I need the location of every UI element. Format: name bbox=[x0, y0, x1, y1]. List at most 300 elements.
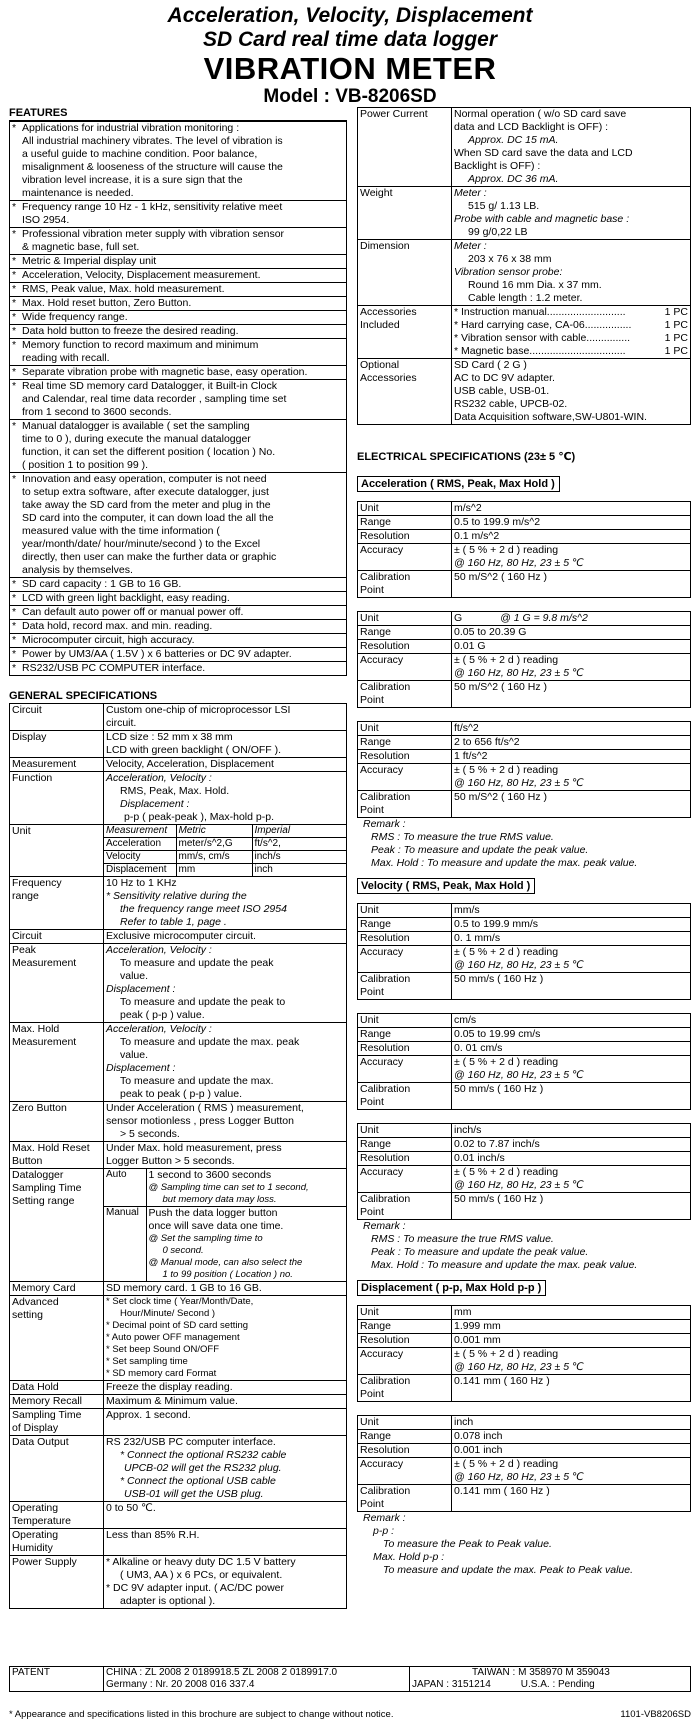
calibration-value: 50 mm/s ( 160 Hz ) bbox=[454, 973, 544, 985]
accessory-qty: 1 PC bbox=[664, 332, 688, 344]
spec-row bbox=[358, 973, 691, 1000]
cell-line: LCD size : 52 mm x 38 mm bbox=[106, 731, 233, 743]
spec-label: Unit bbox=[10, 825, 104, 877]
spec-label bbox=[10, 877, 104, 930]
feature-item bbox=[10, 269, 347, 283]
spec-row bbox=[358, 1138, 691, 1152]
spec-label bbox=[358, 973, 452, 1000]
spec-value bbox=[104, 1142, 347, 1169]
spec-label bbox=[358, 946, 452, 973]
feature-item bbox=[10, 339, 347, 366]
spec-row bbox=[358, 904, 691, 918]
logger-auto-label: Auto bbox=[104, 1169, 146, 1207]
unit-value: mm bbox=[454, 1306, 472, 1318]
cell-line: Data Acquisition software,SW-U801-WIN. bbox=[454, 411, 647, 423]
feature-cell bbox=[10, 339, 347, 366]
spec-label bbox=[358, 1306, 452, 1320]
spec-value bbox=[452, 918, 691, 932]
spec-label bbox=[358, 1348, 452, 1375]
unit-cell: mm bbox=[176, 864, 252, 877]
unit-header: Measurement bbox=[104, 825, 176, 838]
spec-row-memory-recall bbox=[10, 1395, 347, 1409]
spec-row-function bbox=[10, 772, 347, 825]
header-title: VIBRATION METER bbox=[203, 51, 497, 86]
spec-row bbox=[358, 544, 691, 571]
zero-line: > 5 seconds. bbox=[120, 1128, 180, 1140]
spec-row bbox=[358, 640, 691, 654]
spec-label bbox=[10, 1023, 104, 1102]
label-line: Calibration bbox=[360, 571, 411, 583]
spec-row bbox=[358, 1306, 691, 1320]
patent-japan-text: JAPAN : 3151214 bbox=[412, 1679, 491, 1690]
label-line: Point bbox=[360, 986, 384, 998]
calibration-value: 0.141 mm ( 160 Hz ) bbox=[454, 1375, 550, 1387]
label-line: Point bbox=[360, 584, 384, 596]
feature-item bbox=[10, 473, 347, 578]
spec-label bbox=[358, 1014, 452, 1028]
label-line: Calibration bbox=[360, 1375, 411, 1387]
patent-china-text: CHINA : ZL 2008 2 0189918.5 ZL 2008 2 0189917.0 bbox=[106, 1667, 338, 1678]
displacement-remark bbox=[357, 1512, 691, 1577]
spec-row-circuit2 bbox=[10, 930, 347, 944]
dataout-line: RS 232/USB PC computer interface. bbox=[106, 1436, 276, 1448]
feature-line: Metric & Imperial display unit bbox=[22, 255, 157, 267]
feature-item bbox=[10, 366, 347, 380]
spec-row bbox=[358, 1124, 691, 1138]
feature-line: RS232/USB PC COMPUTER interface. bbox=[22, 662, 206, 674]
adv-line: Hour/Minute/ Second ) bbox=[120, 1308, 216, 1319]
spec-value bbox=[452, 1458, 691, 1485]
cell-line: circuit. bbox=[106, 717, 137, 729]
feature-cell bbox=[10, 283, 347, 297]
accuracy-condition: @ 160 Hz, 80 Hz, 23 ± 5 ℃ bbox=[454, 1179, 584, 1191]
patent-usa-text: U.S.A. : Pending bbox=[520, 1679, 595, 1690]
function-accel-label: Acceleration, Velocity : bbox=[106, 772, 212, 784]
feature-line: year/month/date/ hour/minute/second ) to the Excel bbox=[22, 538, 261, 550]
accuracy-condition: @ 160 Hz, 80 Hz, 23 ± 5 ℃ bbox=[454, 777, 584, 789]
spec-label bbox=[358, 1028, 452, 1042]
cell-line: Setting range bbox=[12, 1195, 75, 1207]
spec-value: Velocity, Acceleration, Displacement bbox=[104, 758, 347, 772]
unit-cell: inch bbox=[252, 864, 346, 877]
spec-row-maxhold bbox=[10, 1023, 347, 1102]
dim-line: Meter : bbox=[454, 240, 487, 252]
accuracy-value: ± ( 5 % + 2 d ) reading bbox=[454, 1458, 559, 1470]
spec-value: Less than 85% R.H. bbox=[104, 1529, 347, 1556]
spec-row-sampling bbox=[10, 1409, 347, 1436]
patent-table bbox=[9, 1666, 691, 1692]
feature-line: Power by UM3/AA ( 1.5V ) x 6 batteries or DC 9V adapter. bbox=[22, 648, 292, 660]
spec-label bbox=[358, 1458, 452, 1485]
label-line: Accuracy bbox=[360, 544, 404, 556]
spec-row-operating-temp bbox=[10, 1502, 347, 1529]
cell-line: Measurement bbox=[12, 1036, 77, 1048]
feature-line: time to 0 ), during execute the manual datalogger bbox=[22, 433, 251, 445]
label-line: Resolution bbox=[360, 1334, 410, 1346]
feature-cell bbox=[10, 228, 347, 255]
spec-value bbox=[104, 1436, 347, 1502]
resolution-value: 0.001 inch bbox=[454, 1444, 503, 1456]
cell-line: Operating bbox=[12, 1529, 59, 1541]
dataout-line: USB-01 will get the USB plug. bbox=[124, 1488, 264, 1500]
spec-value bbox=[452, 1375, 691, 1402]
spec-value bbox=[452, 654, 691, 681]
weight-line: Probe with cable and magnetic base : bbox=[454, 213, 630, 225]
spec-value bbox=[104, 944, 347, 1023]
spec-label bbox=[358, 654, 452, 681]
unit-table bbox=[104, 825, 346, 876]
accessory-name: * Vibration sensor with cable............... bbox=[454, 332, 631, 344]
spec-label bbox=[358, 681, 452, 708]
patent-other bbox=[410, 1667, 691, 1692]
spec-value bbox=[452, 240, 691, 306]
bullet: * bbox=[12, 283, 17, 295]
label-line: Unit bbox=[360, 1416, 379, 1428]
spec-row bbox=[358, 1056, 691, 1083]
cell-line: SD Card ( 2 G ) bbox=[454, 359, 527, 371]
notice-text: * Appearance and specifications listed in this brochure are subject to change without notice. bbox=[9, 1709, 394, 1720]
bullet: * bbox=[12, 255, 17, 267]
resolution-value: 0.01 inch/s bbox=[454, 1152, 505, 1164]
calibration-value: 50 mm/s ( 160 Hz ) bbox=[454, 1193, 544, 1205]
logger-line: but memory data may loss. bbox=[162, 1194, 277, 1205]
peak-line: To measure and update the peak bbox=[120, 957, 274, 969]
feature-line: Data hold, record max. and min. reading. bbox=[22, 620, 213, 632]
feature-item bbox=[10, 620, 347, 634]
spec-value bbox=[452, 1193, 691, 1220]
spec-value bbox=[452, 946, 691, 973]
spec-row bbox=[358, 1166, 691, 1193]
power-line: adapter is optional ). bbox=[120, 1595, 216, 1607]
accessory-qty: 1 PC bbox=[664, 345, 688, 357]
label-line: Accuracy bbox=[360, 764, 404, 776]
accuracy-condition: @ 160 Hz, 80 Hz, 23 ± 5 ℃ bbox=[454, 1361, 584, 1373]
accuracy-value: ± ( 5 % + 2 d ) reading bbox=[454, 1166, 559, 1178]
label-line: Unit bbox=[360, 612, 379, 624]
spec-label: Zero Button bbox=[10, 1102, 104, 1142]
resolution-value: 0.01 G bbox=[454, 640, 486, 652]
feature-item bbox=[10, 297, 347, 311]
feature-cell bbox=[10, 592, 347, 606]
spec-label bbox=[358, 791, 452, 818]
spec-value bbox=[452, 1124, 691, 1138]
feature-item bbox=[10, 122, 347, 201]
cell-line: Humidity bbox=[12, 1542, 53, 1554]
spec-label bbox=[10, 1529, 104, 1556]
feature-item bbox=[10, 201, 347, 228]
spec-label bbox=[358, 612, 452, 626]
logger-manual-label: Manual bbox=[104, 1207, 146, 1282]
spec-value bbox=[452, 640, 691, 654]
feature-line: Microcomputer circuit, high accuracy. bbox=[22, 634, 195, 646]
maxhold-line: Displacement : bbox=[106, 1062, 176, 1074]
page-header bbox=[0, 4, 700, 108]
label-line: Point bbox=[360, 1206, 384, 1218]
accuracy-value: ± ( 5 % + 2 d ) reading bbox=[454, 764, 559, 776]
calibration-value: 50 m/S^2 ( 160 Hz ) bbox=[454, 571, 548, 583]
adv-line: * Set sampling time bbox=[106, 1356, 188, 1367]
spec-row bbox=[358, 654, 691, 681]
feature-line: directly, then user can make the further data or graphic bbox=[22, 551, 277, 563]
bullet: * bbox=[12, 380, 17, 392]
maxhold-line: Acceleration, Velocity : bbox=[106, 1023, 212, 1035]
spec-label bbox=[358, 1334, 452, 1348]
spec-value bbox=[104, 772, 347, 825]
spec-row-operating-humidity bbox=[10, 1529, 347, 1556]
accessory-item bbox=[454, 345, 688, 358]
spec-label bbox=[358, 1193, 452, 1220]
feature-line: Wide frequency range. bbox=[22, 311, 128, 323]
feature-line: Can default auto power off or manual power off. bbox=[22, 606, 244, 618]
spec-label bbox=[358, 359, 452, 425]
spec-label: Circuit bbox=[10, 930, 104, 944]
logger-line: 1 to 99 position ( Location ) no. bbox=[162, 1269, 293, 1280]
accuracy-condition: @ 160 Hz, 80 Hz, 23 ± 5 ℃ bbox=[454, 1069, 584, 1081]
velocity-spec-table bbox=[357, 1013, 691, 1110]
label-line: Accuracy bbox=[360, 946, 404, 958]
cell-line: of Display bbox=[12, 1422, 59, 1434]
spec-row bbox=[358, 750, 691, 764]
spec-label bbox=[10, 1169, 104, 1282]
spec-row-accessories bbox=[358, 306, 691, 359]
power-current-line: data and LCD Backlight is OFF) : bbox=[454, 121, 609, 133]
spec-value bbox=[452, 932, 691, 946]
spec-label bbox=[10, 1502, 104, 1529]
bullet: * bbox=[12, 269, 17, 281]
power-line: * Alkaline or heavy duty DC 1.5 V battery bbox=[106, 1556, 296, 1568]
feature-line: RMS, Peak value, Max. hold measurement. bbox=[22, 283, 225, 295]
maxhold-line: To measure and update the max. peak bbox=[120, 1036, 300, 1048]
spec-value bbox=[452, 516, 691, 530]
left-column bbox=[9, 107, 347, 1609]
feature-cell bbox=[10, 634, 347, 648]
spec-row bbox=[358, 946, 691, 973]
feature-line: Frequency range 10 Hz - 1 kHz, sensitivity relative meet bbox=[22, 201, 283, 213]
spec-row-power-supply bbox=[10, 1556, 347, 1609]
spec-row bbox=[358, 932, 691, 946]
label-line: Resolution bbox=[360, 1042, 410, 1054]
spec-label bbox=[10, 1296, 104, 1381]
spec-value bbox=[452, 904, 691, 918]
cell-line: Advanced bbox=[12, 1296, 59, 1308]
spec-value bbox=[452, 1083, 691, 1110]
label-line: Calibration bbox=[360, 1083, 411, 1095]
cell-line: USB cable, USB-01. bbox=[454, 385, 550, 397]
adv-line: * Decimal point of SD card setting bbox=[106, 1320, 249, 1331]
label-line: Range bbox=[360, 1430, 391, 1442]
spec-row-advanced bbox=[10, 1296, 347, 1381]
cell-line: Temperature bbox=[12, 1515, 71, 1527]
accessory-name: * Magnetic base................................. bbox=[454, 345, 626, 357]
spec-row-circuit bbox=[10, 704, 347, 731]
feature-line: take away the SD card from the meter and plug in the bbox=[22, 499, 271, 511]
feature-item bbox=[10, 606, 347, 620]
peak-line: Displacement : bbox=[106, 983, 176, 995]
spec-value bbox=[452, 1138, 691, 1152]
label-line: Range bbox=[360, 626, 391, 638]
right-column bbox=[357, 107, 691, 1577]
calibration-value: 50 mm/s ( 160 Hz ) bbox=[454, 1083, 544, 1095]
patent-china bbox=[104, 1667, 410, 1692]
spec-row bbox=[358, 516, 691, 530]
feature-item bbox=[10, 283, 347, 297]
cell-line: Included bbox=[360, 319, 400, 331]
range-value: 0.5 to 199.9 mm/s bbox=[454, 918, 539, 930]
spec-row bbox=[358, 1320, 691, 1334]
logger-manual-value bbox=[146, 1207, 346, 1282]
accessory-name: * Hard carrying case, CA-06................ bbox=[454, 319, 632, 331]
patent-taiwan-text: TAIWAN : M 358970 M 359043 bbox=[472, 1667, 610, 1678]
calibration-value: 50 m/S^2 ( 160 Hz ) bbox=[454, 791, 548, 803]
spec-row bbox=[358, 571, 691, 598]
label-line: Resolution bbox=[360, 932, 410, 944]
spec-value: 0 to 50 ℃. bbox=[104, 1502, 347, 1529]
adv-line: * SD memory card Format bbox=[106, 1368, 217, 1379]
spec-value bbox=[452, 681, 691, 708]
accessory-qty: 1 PC bbox=[664, 306, 688, 318]
spec-label: Weight bbox=[358, 187, 452, 240]
spec-row bbox=[358, 1458, 691, 1485]
remark-line: To measure the Peak to Peak value. bbox=[383, 1538, 552, 1550]
feature-cell bbox=[10, 297, 347, 311]
range-value: 2 to 656 ft/s^2 bbox=[454, 736, 520, 748]
acceleration-spec-table bbox=[357, 611, 691, 708]
cell-line: Optional bbox=[360, 359, 400, 371]
header-line-2: SD Card real time data logger bbox=[202, 28, 498, 51]
freq-range: 10 Hz to 1 KHz bbox=[106, 877, 177, 889]
function-disp-label: Displacement : bbox=[120, 798, 190, 810]
unit-value: inch bbox=[454, 1416, 474, 1428]
electrical-title: ELECTRICAL SPECIFICATIONS (23± 5 ℃) bbox=[357, 451, 576, 463]
resolution-value: 0. 1 mm/s bbox=[454, 932, 501, 944]
label-line: Unit bbox=[360, 502, 379, 514]
feature-cell bbox=[10, 648, 347, 662]
feature-line: Acceleration, Velocity, Displacement measurement. bbox=[22, 269, 261, 281]
freq-note: Refer to table 1, page . bbox=[120, 916, 227, 928]
cell-line: setting bbox=[12, 1309, 43, 1321]
spec-value bbox=[452, 1444, 691, 1458]
label-line: Resolution bbox=[360, 750, 410, 762]
range-value: 0.02 to 7.87 inch/s bbox=[454, 1138, 540, 1150]
feature-line: Separate vibration probe with magnetic base, easy operation. bbox=[22, 366, 308, 378]
feature-line: maintenance is needed. bbox=[22, 187, 134, 199]
remark-line: Max. Hold : To measure and update the max. peak value. bbox=[371, 1259, 638, 1271]
patent-label: PATENT bbox=[10, 1667, 104, 1692]
bullet: * bbox=[12, 473, 17, 485]
spec-label bbox=[358, 544, 452, 571]
spec-value bbox=[452, 791, 691, 818]
spec-value bbox=[452, 502, 691, 516]
spec-row-data-hold bbox=[10, 1381, 347, 1395]
dim-line: Vibration sensor probe: bbox=[454, 266, 563, 278]
spec-row-dimension bbox=[358, 240, 691, 306]
cell-line: Operating bbox=[12, 1502, 59, 1514]
spec-label bbox=[358, 306, 452, 359]
spec-value bbox=[104, 1556, 347, 1609]
spec-value bbox=[452, 530, 691, 544]
spec-label: Memory Card bbox=[10, 1282, 104, 1296]
cell-line: Max. Hold bbox=[12, 1023, 60, 1035]
spec-value bbox=[104, 1102, 347, 1142]
resolution-value: 0.1 m/s^2 bbox=[454, 530, 500, 542]
logger-line: @ Sampling time can set to 1 second, bbox=[148, 1182, 309, 1193]
spec-label: Memory Recall bbox=[10, 1395, 104, 1409]
bullet: * bbox=[12, 578, 17, 590]
feature-line: All industrial machinery vibrates. The level of vibration is bbox=[22, 135, 283, 147]
bullet: * bbox=[12, 606, 17, 618]
feature-line: LCD with green light backlight, easy reading. bbox=[22, 592, 230, 604]
acceleration-spec-table bbox=[357, 501, 691, 598]
bullet: * bbox=[12, 339, 17, 351]
spec-row bbox=[358, 1430, 691, 1444]
accuracy-value: ± ( 5 % + 2 d ) reading bbox=[454, 946, 559, 958]
spec-label bbox=[358, 1430, 452, 1444]
remark-line: Peak : To measure and update the peak value. bbox=[371, 844, 589, 856]
spec-value: Freeze the display reading. bbox=[104, 1381, 347, 1395]
feature-line: a useful guide to machine condition. Poor balance, bbox=[22, 148, 258, 160]
label-line: Point bbox=[360, 804, 384, 816]
spec-label bbox=[358, 1056, 452, 1083]
resolution-value: 1 ft/s^2 bbox=[454, 750, 488, 762]
accessory-item bbox=[454, 332, 688, 345]
bullet: * bbox=[12, 122, 17, 134]
unit-cell: mm/s, cm/s bbox=[176, 851, 252, 864]
maxhold-line: peak to peak ( p-p ) value. bbox=[120, 1088, 242, 1100]
feature-line: Memory function to record maximum and minimum bbox=[22, 339, 259, 351]
spec-value bbox=[452, 626, 691, 640]
spec-label bbox=[358, 750, 452, 764]
adv-line: * Set beep Sound ON/OFF bbox=[106, 1344, 220, 1355]
maxhold-line: value. bbox=[120, 1049, 149, 1061]
accessory-name: * Instruction manual........................... bbox=[454, 306, 626, 318]
label-line: Resolution bbox=[360, 1444, 410, 1456]
spec-value bbox=[452, 1306, 691, 1320]
spec-value bbox=[452, 722, 691, 736]
cell-line: Accessories bbox=[360, 372, 417, 384]
spec-row bbox=[358, 1348, 691, 1375]
adv-line: * Auto power OFF management bbox=[106, 1332, 240, 1343]
spec-label bbox=[358, 1416, 452, 1430]
unit-cell: inch/s bbox=[252, 851, 346, 864]
spec-value bbox=[452, 1056, 691, 1083]
spec-value bbox=[452, 187, 691, 240]
spec-value bbox=[452, 612, 691, 626]
label-line: Accuracy bbox=[360, 1056, 404, 1068]
displacement-section-title: Displacement ( p-p, Max Hold p-p ) bbox=[357, 1280, 546, 1296]
patent-footer bbox=[9, 1666, 691, 1692]
spec-row bbox=[358, 722, 691, 736]
spec-row bbox=[358, 681, 691, 708]
spec-label: Data Hold bbox=[10, 1381, 104, 1395]
label-line: Range bbox=[360, 1028, 391, 1040]
dim-line: Round 16 mm Dia. x 37 mm. bbox=[468, 279, 602, 291]
spec-value bbox=[452, 306, 691, 359]
unit-cell: Velocity bbox=[104, 851, 176, 864]
spec-label bbox=[358, 1042, 452, 1056]
feature-cell bbox=[10, 578, 347, 592]
power-current-line: Approx. DC 36 mA. bbox=[468, 173, 559, 185]
spec-value bbox=[452, 1348, 691, 1375]
logger-line: @ Set the sampling time to bbox=[148, 1233, 263, 1244]
feature-item bbox=[10, 648, 347, 662]
spec-value bbox=[452, 1152, 691, 1166]
remark-line: p-p : bbox=[373, 1525, 395, 1537]
resolution-value: 0.001 mm bbox=[454, 1334, 501, 1346]
feature-item bbox=[10, 255, 347, 269]
spec-label bbox=[10, 1142, 104, 1169]
spec-value bbox=[104, 1023, 347, 1102]
spec-value bbox=[104, 731, 347, 758]
